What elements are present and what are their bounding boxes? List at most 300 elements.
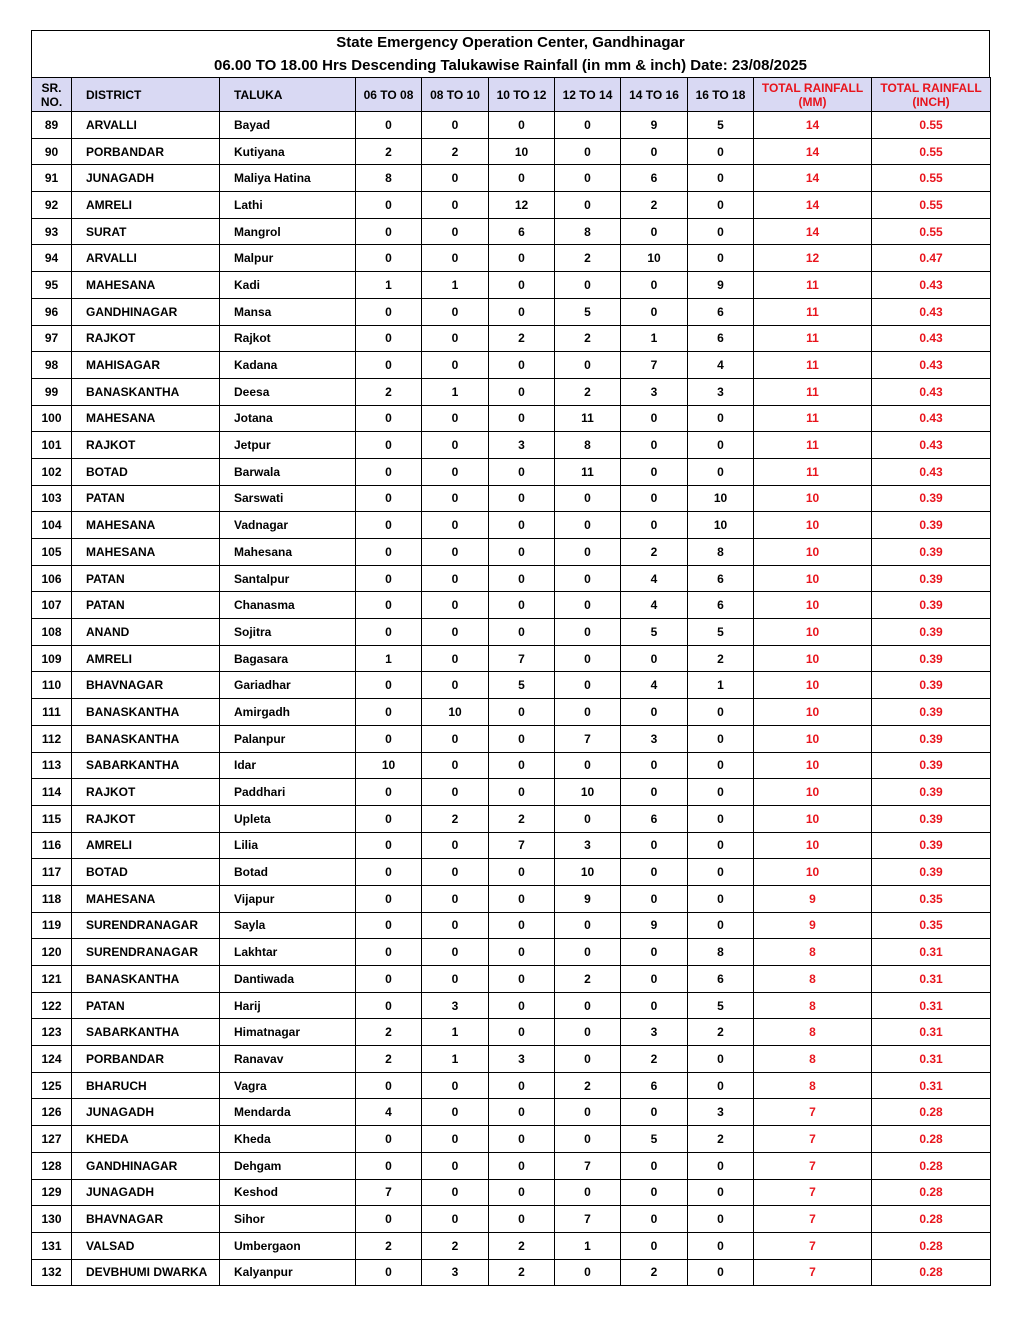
cell-14-16: 0	[621, 699, 688, 726]
cell-06-08: 10	[356, 752, 422, 779]
cell-total-mm: 7	[754, 1232, 872, 1259]
cell-06-08: 1	[356, 645, 422, 672]
cell-14-16: 2	[621, 1259, 688, 1286]
cell-sr: 124	[32, 1046, 72, 1073]
cell-06-08: 0	[356, 539, 422, 566]
cell-district: JUNAGADH	[72, 165, 220, 192]
cell-total-inch: 0.39	[872, 725, 991, 752]
cell-14-16: 2	[621, 192, 688, 219]
cell-16-18: 2	[688, 645, 754, 672]
cell-district: SABARKANTHA	[72, 752, 220, 779]
cell-total-inch: 0.28	[872, 1152, 991, 1179]
cell-14-16: 0	[621, 138, 688, 165]
table-row	[32, 992, 991, 1019]
cell-16-18: 0	[688, 405, 754, 432]
cell-total-inch: 0.55	[872, 112, 991, 139]
cell-total-inch: 0.55	[872, 192, 991, 219]
table-row	[32, 325, 991, 352]
cell-taluka: Bagasara	[220, 645, 356, 672]
cell-taluka: Dantiwada	[220, 966, 356, 993]
cell-sr: 89	[32, 112, 72, 139]
cell-sr: 108	[32, 619, 72, 646]
cell-12-14: 0	[555, 992, 621, 1019]
cell-16-18: 0	[688, 832, 754, 859]
table-row	[32, 432, 991, 459]
table-row	[32, 885, 991, 912]
table-row	[32, 1019, 991, 1046]
cell-total-inch: 0.55	[872, 165, 991, 192]
cell-total-mm: 10	[754, 592, 872, 619]
col-header-14-16: 14 TO 16	[621, 78, 688, 112]
cell-12-14: 0	[555, 485, 621, 512]
cell-total-mm: 14	[754, 138, 872, 165]
table-row	[32, 298, 991, 325]
cell-16-18: 0	[688, 752, 754, 779]
table-body	[32, 112, 991, 1286]
cell-sr: 132	[32, 1259, 72, 1286]
cell-16-18: 0	[688, 1152, 754, 1179]
cell-12-14: 7	[555, 1206, 621, 1233]
cell-total-mm: 11	[754, 432, 872, 459]
cell-14-16: 4	[621, 672, 688, 699]
cell-12-14: 0	[555, 1179, 621, 1206]
cell-10-12: 0	[489, 165, 555, 192]
cell-14-16: 0	[621, 1179, 688, 1206]
cell-sr: 130	[32, 1206, 72, 1233]
cell-10-12: 0	[489, 619, 555, 646]
cell-06-08: 0	[356, 192, 422, 219]
cell-14-16: 6	[621, 805, 688, 832]
cell-taluka: Sojitra	[220, 619, 356, 646]
cell-10-12: 0	[489, 939, 555, 966]
cell-district: VALSAD	[72, 1232, 220, 1259]
cell-taluka: Rajkot	[220, 325, 356, 352]
cell-14-16: 0	[621, 859, 688, 886]
cell-total-mm: 9	[754, 885, 872, 912]
cell-taluka: Himatnagar	[220, 1019, 356, 1046]
cell-06-08: 7	[356, 1179, 422, 1206]
cell-14-16: 0	[621, 432, 688, 459]
cell-06-08: 0	[356, 859, 422, 886]
cell-total-mm: 14	[754, 218, 872, 245]
cell-taluka: Botad	[220, 859, 356, 886]
cell-10-12: 0	[489, 699, 555, 726]
cell-10-12: 0	[489, 779, 555, 806]
cell-taluka: Jetpur	[220, 432, 356, 459]
cell-14-16: 6	[621, 165, 688, 192]
cell-08-10: 0	[422, 432, 489, 459]
cell-10-12: 3	[489, 1046, 555, 1073]
cell-14-16: 0	[621, 752, 688, 779]
cell-total-mm: 8	[754, 1072, 872, 1099]
cell-14-16: 0	[621, 1099, 688, 1126]
cell-district: MAHISAGAR	[72, 352, 220, 379]
cell-12-14: 0	[555, 192, 621, 219]
cell-sr: 114	[32, 779, 72, 806]
cell-08-10: 0	[422, 752, 489, 779]
cell-12-14: 0	[555, 138, 621, 165]
cell-12-14: 0	[555, 112, 621, 139]
cell-12-14: 9	[555, 885, 621, 912]
col-header-12-14: 12 TO 14	[555, 78, 621, 112]
cell-total-mm: 14	[754, 165, 872, 192]
cell-14-16: 3	[621, 725, 688, 752]
cell-total-mm: 14	[754, 192, 872, 219]
cell-sr: 98	[32, 352, 72, 379]
cell-total-mm: 11	[754, 405, 872, 432]
cell-total-mm: 8	[754, 1019, 872, 1046]
cell-14-16: 0	[621, 966, 688, 993]
col-header-08-10: 08 TO 10	[422, 78, 489, 112]
cell-14-16: 0	[621, 272, 688, 299]
cell-06-08: 0	[356, 512, 422, 539]
cell-16-18: 6	[688, 325, 754, 352]
table-row	[32, 165, 991, 192]
cell-taluka: Ranavav	[220, 1046, 356, 1073]
cell-taluka: Kadi	[220, 272, 356, 299]
cell-12-14: 5	[555, 298, 621, 325]
cell-district: ANAND	[72, 619, 220, 646]
cell-district: PORBANDAR	[72, 138, 220, 165]
cell-14-16: 0	[621, 1152, 688, 1179]
cell-08-10: 3	[422, 1259, 489, 1286]
cell-14-16: 5	[621, 619, 688, 646]
cell-14-16: 2	[621, 539, 688, 566]
cell-total-inch: 0.39	[872, 832, 991, 859]
cell-district: BHAVNAGAR	[72, 1206, 220, 1233]
cell-14-16: 0	[621, 458, 688, 485]
cell-06-08: 0	[356, 405, 422, 432]
cell-sr: 120	[32, 939, 72, 966]
cell-10-12: 0	[489, 1019, 555, 1046]
cell-12-14: 0	[555, 592, 621, 619]
cell-sr: 125	[32, 1072, 72, 1099]
cell-total-inch: 0.31	[872, 1072, 991, 1099]
cell-district: BHARUCH	[72, 1072, 220, 1099]
cell-total-inch: 0.43	[872, 432, 991, 459]
cell-12-14: 0	[555, 939, 621, 966]
cell-total-mm: 10	[754, 752, 872, 779]
cell-total-inch: 0.39	[872, 565, 991, 592]
cell-total-inch: 0.43	[872, 352, 991, 379]
cell-16-18: 3	[688, 1099, 754, 1126]
cell-08-10: 0	[422, 645, 489, 672]
cell-district: JUNAGADH	[72, 1179, 220, 1206]
cell-10-12: 0	[489, 1179, 555, 1206]
cell-16-18: 6	[688, 298, 754, 325]
cell-total-mm: 11	[754, 272, 872, 299]
cell-sr: 113	[32, 752, 72, 779]
table-row	[32, 1206, 991, 1233]
cell-total-inch: 0.31	[872, 992, 991, 1019]
cell-total-inch: 0.47	[872, 245, 991, 272]
cell-taluka: Vadnagar	[220, 512, 356, 539]
table-row	[32, 752, 991, 779]
cell-10-12: 0	[489, 405, 555, 432]
cell-sr: 101	[32, 432, 72, 459]
cell-14-16: 5	[621, 1126, 688, 1153]
cell-16-18: 0	[688, 859, 754, 886]
cell-06-08: 0	[356, 298, 422, 325]
cell-district: AMRELI	[72, 832, 220, 859]
cell-10-12: 0	[489, 1206, 555, 1233]
cell-06-08: 0	[356, 565, 422, 592]
cell-10-12: 0	[489, 458, 555, 485]
cell-08-10: 0	[422, 1126, 489, 1153]
cell-16-18: 0	[688, 779, 754, 806]
cell-08-10: 0	[422, 218, 489, 245]
cell-district: JUNAGADH	[72, 1099, 220, 1126]
cell-taluka: Malpur	[220, 245, 356, 272]
cell-10-12: 0	[489, 752, 555, 779]
cell-12-14: 10	[555, 779, 621, 806]
cell-district: GANDHINAGAR	[72, 298, 220, 325]
cell-sr: 117	[32, 859, 72, 886]
cell-12-14: 0	[555, 565, 621, 592]
cell-total-inch: 0.39	[872, 859, 991, 886]
table-row	[32, 805, 991, 832]
cell-06-08: 0	[356, 485, 422, 512]
rainfall-report	[31, 30, 990, 1286]
cell-12-14: 2	[555, 1072, 621, 1099]
cell-08-10: 0	[422, 779, 489, 806]
cell-16-18: 0	[688, 885, 754, 912]
cell-district: BOTAD	[72, 859, 220, 886]
table-row	[32, 1072, 991, 1099]
cell-14-16: 4	[621, 592, 688, 619]
cell-06-08: 8	[356, 165, 422, 192]
table-row	[32, 539, 991, 566]
cell-16-18: 5	[688, 619, 754, 646]
cell-10-12: 0	[489, 912, 555, 939]
table-header-row	[32, 78, 991, 112]
cell-12-14: 0	[555, 1019, 621, 1046]
table-row	[32, 378, 991, 405]
cell-sr: 99	[32, 378, 72, 405]
cell-14-16: 3	[621, 1019, 688, 1046]
cell-district: SURAT	[72, 218, 220, 245]
cell-district: PATAN	[72, 485, 220, 512]
cell-district: MAHESANA	[72, 539, 220, 566]
cell-total-inch: 0.43	[872, 272, 991, 299]
cell-taluka: Upleta	[220, 805, 356, 832]
cell-16-18: 6	[688, 565, 754, 592]
cell-08-10: 0	[422, 512, 489, 539]
cell-total-mm: 10	[754, 832, 872, 859]
table-row	[32, 192, 991, 219]
cell-06-08: 0	[356, 832, 422, 859]
cell-total-inch: 0.39	[872, 539, 991, 566]
cell-06-08: 0	[356, 325, 422, 352]
cell-total-mm: 10	[754, 725, 872, 752]
cell-district: BOTAD	[72, 458, 220, 485]
cell-12-14: 0	[555, 512, 621, 539]
cell-12-14: 0	[555, 165, 621, 192]
cell-12-14: 2	[555, 245, 621, 272]
cell-12-14: 0	[555, 539, 621, 566]
cell-16-18: 10	[688, 485, 754, 512]
cell-06-08: 4	[356, 1099, 422, 1126]
table-row	[32, 1259, 991, 1286]
cell-14-16: 0	[621, 1232, 688, 1259]
cell-total-inch: 0.39	[872, 619, 991, 646]
cell-sr: 121	[32, 966, 72, 993]
cell-14-16: 0	[621, 645, 688, 672]
cell-16-18: 0	[688, 1206, 754, 1233]
table-row	[32, 645, 991, 672]
table-row	[32, 1099, 991, 1126]
cell-12-14: 7	[555, 1152, 621, 1179]
cell-district: MAHESANA	[72, 885, 220, 912]
cell-taluka: Kutiyana	[220, 138, 356, 165]
cell-16-18: 6	[688, 592, 754, 619]
cell-16-18: 1	[688, 672, 754, 699]
cell-08-10: 0	[422, 619, 489, 646]
cell-16-18: 8	[688, 939, 754, 966]
cell-district: RAJKOT	[72, 432, 220, 459]
cell-total-inch: 0.55	[872, 138, 991, 165]
cell-06-08: 0	[356, 592, 422, 619]
cell-sr: 112	[32, 725, 72, 752]
cell-taluka: Barwala	[220, 458, 356, 485]
cell-sr: 96	[32, 298, 72, 325]
cell-14-16: 0	[621, 779, 688, 806]
cell-total-inch: 0.39	[872, 512, 991, 539]
cell-06-08: 0	[356, 1152, 422, 1179]
cell-12-14: 0	[555, 1099, 621, 1126]
cell-sr: 100	[32, 405, 72, 432]
cell-08-10: 0	[422, 165, 489, 192]
cell-08-10: 0	[422, 325, 489, 352]
cell-sr: 91	[32, 165, 72, 192]
cell-sr: 95	[32, 272, 72, 299]
cell-14-16: 0	[621, 405, 688, 432]
cell-district: ARVALLI	[72, 112, 220, 139]
cell-06-08: 0	[356, 966, 422, 993]
cell-district: BHAVNAGAR	[72, 672, 220, 699]
cell-total-inch: 0.43	[872, 298, 991, 325]
cell-16-18: 0	[688, 912, 754, 939]
cell-12-14: 8	[555, 432, 621, 459]
cell-sr: 122	[32, 992, 72, 1019]
cell-08-10: 0	[422, 352, 489, 379]
table-row	[32, 699, 991, 726]
cell-taluka: Amirgadh	[220, 699, 356, 726]
table-row	[32, 352, 991, 379]
cell-total-inch: 0.28	[872, 1099, 991, 1126]
table-row	[32, 1126, 991, 1153]
cell-taluka: Keshod	[220, 1179, 356, 1206]
cell-10-12: 0	[489, 112, 555, 139]
cell-district: DEVBHUMI DWARKA	[72, 1259, 220, 1286]
cell-total-mm: 10	[754, 512, 872, 539]
cell-total-inch: 0.39	[872, 645, 991, 672]
cell-10-12: 0	[489, 592, 555, 619]
cell-06-08: 2	[356, 378, 422, 405]
cell-taluka: Sayla	[220, 912, 356, 939]
cell-16-18: 0	[688, 1232, 754, 1259]
cell-total-mm: 11	[754, 325, 872, 352]
cell-total-inch: 0.43	[872, 405, 991, 432]
cell-06-08: 0	[356, 1072, 422, 1099]
cell-district: AMRELI	[72, 192, 220, 219]
cell-total-mm: 8	[754, 992, 872, 1019]
cell-sr: 127	[32, 1126, 72, 1153]
cell-06-08: 0	[356, 1206, 422, 1233]
report-subtitle: 06.00 TO 18.00 Hrs Descending Talukawise Rainfall (in mm & inch) Date: 23/08/2025	[213, 57, 808, 74]
cell-08-10: 0	[422, 1072, 489, 1099]
cell-08-10: 1	[422, 272, 489, 299]
cell-14-16: 0	[621, 485, 688, 512]
cell-sr: 109	[32, 645, 72, 672]
cell-total-inch: 0.39	[872, 779, 991, 806]
cell-taluka: Umbergaon	[220, 1232, 356, 1259]
cell-16-18: 3	[688, 378, 754, 405]
table-row	[32, 405, 991, 432]
cell-sr: 103	[32, 485, 72, 512]
table-row	[32, 779, 991, 806]
cell-taluka: Santalpur	[220, 565, 356, 592]
table-row	[32, 725, 991, 752]
cell-10-12: 0	[489, 565, 555, 592]
cell-10-12: 0	[489, 966, 555, 993]
cell-16-18: 0	[688, 725, 754, 752]
cell-12-14: 3	[555, 832, 621, 859]
cell-10-12: 0	[489, 1152, 555, 1179]
cell-12-14: 11	[555, 405, 621, 432]
cell-10-12: 5	[489, 672, 555, 699]
cell-sr: 123	[32, 1019, 72, 1046]
cell-sr: 110	[32, 672, 72, 699]
cell-08-10: 0	[422, 405, 489, 432]
cell-total-inch: 0.35	[872, 912, 991, 939]
cell-sr: 90	[32, 138, 72, 165]
cell-06-08: 0	[356, 458, 422, 485]
cell-14-16: 0	[621, 992, 688, 1019]
cell-12-14: 0	[555, 699, 621, 726]
cell-sr: 119	[32, 912, 72, 939]
cell-16-18: 0	[688, 1259, 754, 1286]
cell-14-16: 9	[621, 112, 688, 139]
cell-total-mm: 10	[754, 859, 872, 886]
table-row	[32, 138, 991, 165]
cell-total-mm: 7	[754, 1206, 872, 1233]
cell-total-mm: 10	[754, 565, 872, 592]
cell-08-10: 0	[422, 1152, 489, 1179]
cell-sr: 118	[32, 885, 72, 912]
cell-taluka: Vagra	[220, 1072, 356, 1099]
cell-10-12: 0	[489, 725, 555, 752]
cell-total-mm: 10	[754, 619, 872, 646]
cell-06-08: 0	[356, 885, 422, 912]
cell-district: ARVALLI	[72, 245, 220, 272]
cell-district: PATAN	[72, 992, 220, 1019]
cell-14-16: 0	[621, 885, 688, 912]
cell-taluka: Lathi	[220, 192, 356, 219]
cell-total-mm: 8	[754, 966, 872, 993]
cell-sr: 111	[32, 699, 72, 726]
cell-12-14: 2	[555, 966, 621, 993]
cell-16-18: 0	[688, 805, 754, 832]
cell-10-12: 0	[489, 485, 555, 512]
cell-12-14: 0	[555, 645, 621, 672]
cell-total-inch: 0.31	[872, 966, 991, 993]
cell-06-08: 0	[356, 218, 422, 245]
cell-sr: 97	[32, 325, 72, 352]
cell-16-18: 0	[688, 245, 754, 272]
table-row	[32, 1046, 991, 1073]
cell-08-10: 2	[422, 1232, 489, 1259]
